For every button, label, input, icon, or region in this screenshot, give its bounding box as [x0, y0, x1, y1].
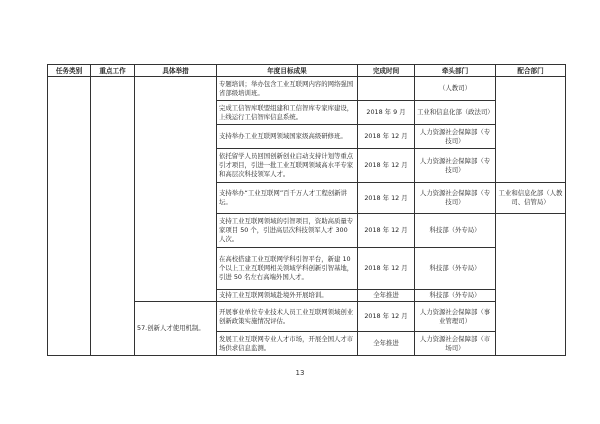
cell-goal: 支持举办“工业互联网”百千万人才工程创新讲坛。 [217, 183, 358, 214]
cell-lead-dept: （人教司） [415, 77, 496, 101]
cell-lead-dept: 科技部（外专局） [415, 290, 496, 302]
cell-lead-dept: 人力资源社会保障部（专技司） [415, 183, 496, 214]
cell-goal: 发展工业互联网专业人才市场，开展全国人才市场供求信息监测。 [217, 332, 358, 356]
cell-goal: 在高校搭建工业互联网学科引智平台，新建 10 个以上工业互联网相关领域学科创新引智基地，引进 50 名左右高端外国人才。 [217, 248, 358, 290]
cell-key-work [91, 77, 135, 356]
cell-date: 2018 年 12 月 [358, 183, 415, 214]
task-table [47, 64, 566, 356]
cell-date [358, 77, 415, 101]
header-task-category: 任务类别 [48, 65, 91, 77]
cell-goal: 专题培训；举办包含工业互联网内容的网络强国省部级培训班。 [217, 77, 358, 101]
table-header-row [48, 65, 566, 77]
table-row [48, 77, 566, 101]
cell-goal: 支持工业互联网领域的引智项目，资助高质量专家项目 50 个，引进高层次科技领军人才 300 人次。 [217, 214, 358, 248]
header-specific-measures: 具体举措 [135, 65, 217, 77]
cell-goal: 完成工信智库联盟组建和工信智库专家库建设，上线运行工信智库信息系统。 [217, 101, 358, 125]
cell-date: 2018 年 9 月 [358, 101, 415, 125]
cell-date: 全年推进 [358, 332, 415, 356]
cell-coop-dept [496, 214, 566, 356]
cell-date: 全年推进 [358, 290, 415, 302]
header-deadline: 完成时间 [358, 65, 415, 77]
page-number: 13 [295, 369, 305, 377]
cell-lead-dept: 人力资源社会保障部（事业管理司） [415, 302, 496, 332]
cell-measure: 57.创新人才使用机制。 [135, 302, 217, 356]
header-annual-goals: 年度目标成果 [217, 65, 358, 77]
cell-goal: 支持工业互联网领域赴境外开展培训。 [217, 290, 358, 302]
cell-measure-continued [135, 77, 217, 302]
cell-coop-dept: 工业和信息化部（人教司、信管局） [496, 183, 566, 214]
cell-date: 2018 年 12 月 [358, 248, 415, 290]
cell-lead-dept: 科技部（外专局） [415, 248, 496, 290]
header-coop-dept: 配合部门 [496, 65, 566, 77]
cell-date: 2018 年 12 月 [358, 214, 415, 248]
cell-lead-dept: 人力资源社会保障部（市场司） [415, 332, 496, 356]
header-key-work: 重点工作 [91, 65, 135, 77]
cell-goal: 支持举办工业互联网领域国家级高级研修班。 [217, 125, 358, 149]
cell-coop-dept [496, 77, 566, 183]
cell-lead-dept: 工业和信息化部（政法司） [415, 101, 496, 125]
cell-date: 2018 年 12 月 [358, 125, 415, 149]
cell-lead-dept: 人力资源社会保障部（专技司） [415, 125, 496, 149]
cell-date: 2018 年 12 月 [358, 302, 415, 332]
cell-date: 2018 年 12 月 [358, 149, 415, 183]
cell-lead-dept: 科技部（外专局） [415, 214, 496, 248]
cell-lead-dept: 人力资源社会保障部（专技司） [415, 149, 496, 183]
header-lead-dept: 牵头部门 [415, 65, 496, 77]
cell-goal: 依托留学人员回国创新创业启动支持计划等重点引才项目，引进一批工业互联网领域高水平专家和高层次科技领军人才。 [217, 149, 358, 183]
cell-task-category [48, 77, 91, 356]
cell-goal: 开展事业单位专业技术人员工业互联网领域创业创新政策实施情况评估。 [217, 302, 358, 332]
